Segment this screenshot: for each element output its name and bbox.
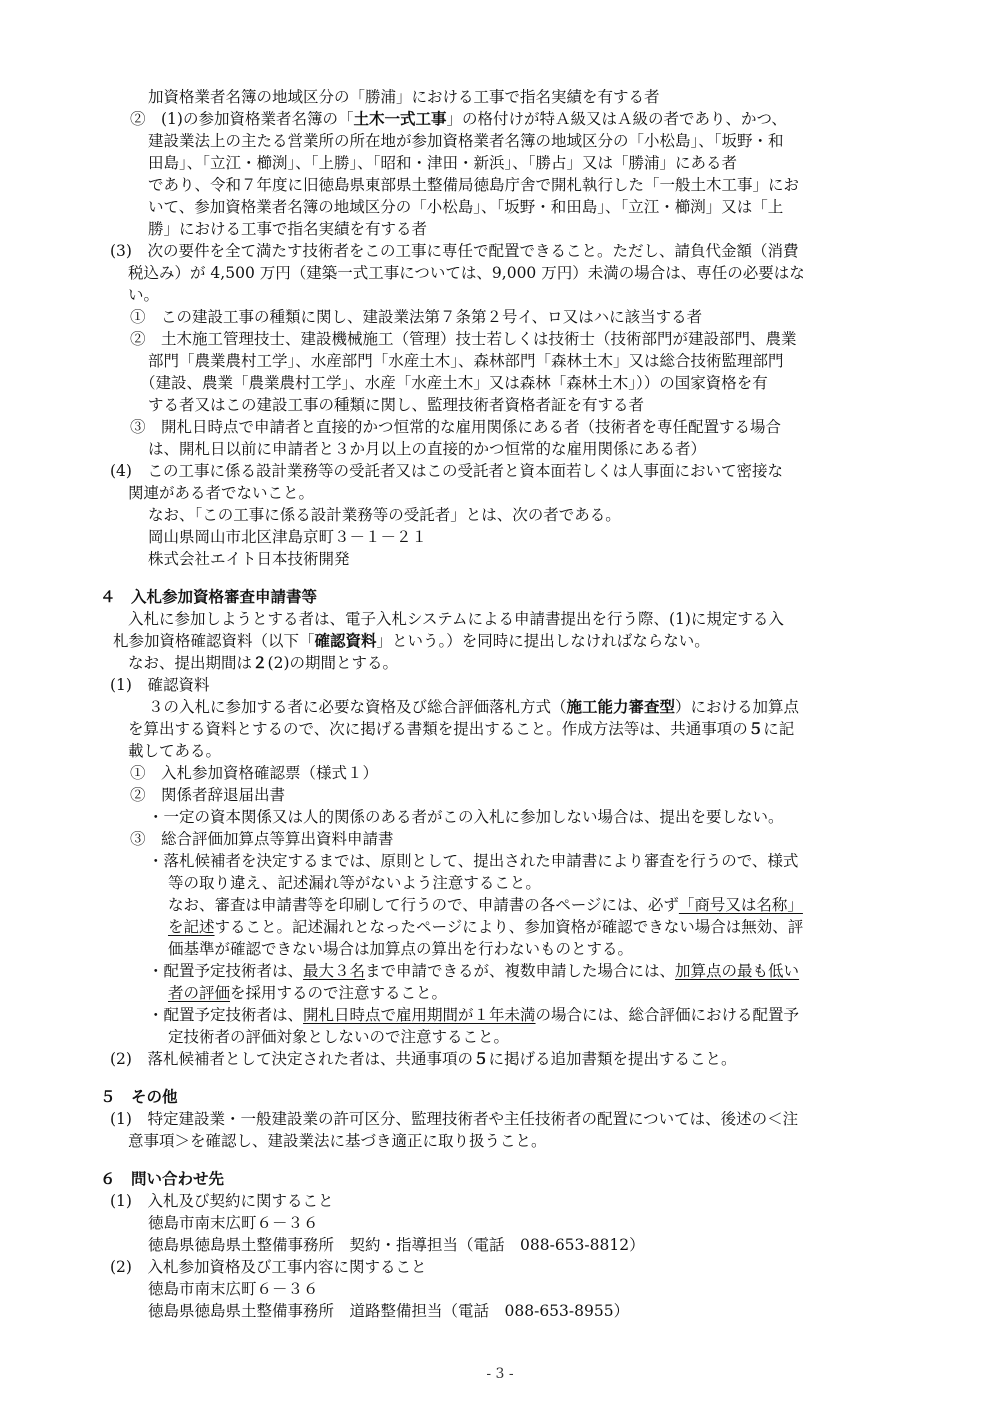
s4-bullet1-line-4: を記述すること。記述漏れとなったページにより、参加資格が確認できない場合は無効、評 [168, 918, 804, 936]
s4-s1-title: (1) 確認資料 [110, 676, 210, 694]
s3-p3-line-2: 税込み）が 4,500 万円（建築一式工事については、9,000 万円）未満の場合は、専任の必要はな [128, 264, 805, 282]
s3-p4-address: 岡山県岡山市北区津島京町３－１－２１ [148, 528, 428, 546]
s3-p3-item3-line-1: ③ 開札日時点で申請者と直接的かつ恒常的な雇用関係にある者（技術者を専任配置する場合 [130, 418, 782, 436]
s6-c1-title: (1) 入札及び契約に関すること [110, 1192, 334, 1210]
s4-bullet1-line-1: ・落札候補者を決定するまでは、原則として、提出された申請書により審査を行うので、様式 [148, 852, 799, 870]
s4-item2-note: ・一定の資本関係又は人的関係のある者がこの入札に参加しない場合は、提出を要しない。 [148, 808, 784, 826]
s3-p3-item2-line-1: ② 土木施工管理技士、建設機械施工（管理）技士若しくは技術士（技術部門が建設部門、農業 [130, 330, 797, 348]
s4-bullet2-line-1: ・配置予定技術者は、最大３名まで申請できるが、複数申請した場合には、加算点の最も低い [148, 962, 800, 980]
s5-s1-line-1: (1) 特定建設業・一般建設業の許可区分、監理技術者や主任技術者の配置については、後述の＜注 [110, 1110, 799, 1128]
s4-item1: ① 入札参加資格確認票（様式１） [130, 764, 379, 782]
s3-p4-line-1: (4) この工事に係る設計業務等の受託者又はこの受託者と資本面若しくは人事面において密接な [110, 462, 783, 480]
s3-p3-line-1: (3) 次の要件を全て満たす技術者をこの工事に専任で配置できること。ただし、請負代金額（消費 [110, 242, 799, 260]
s4-intro-line-1: 入札に参加しようとする者は、電子入札システムによる申請書提出を行う際、(1)に規定する入 [128, 610, 784, 628]
s3-p3-line-3: い。 [128, 286, 160, 304]
s4-intro-line-2: 札参加資格確認資料（以下「確認資料」という。）を同時に提出しなければならない。 [113, 632, 710, 650]
page-number: - 3 - [486, 1366, 514, 1382]
s3-item2-line-1: ② (1)の参加資格業者名簿の「土木一式工事」の格付けが特Ａ級又はＡ級の者であり、かつ、 [130, 110, 787, 128]
s3-p3-item2-line-3: （建設、農業「農業農村工学」、水産「水産土木」又は森林「森林土木」））の国家資格を有 [140, 374, 768, 392]
s4-s1-body-line-3: 載してある。 [128, 742, 222, 760]
s4-bullet1-line-3: なお、審査は申請書等を印刷して行うので、申請書の各ページには、必ず「商号又は名称」 [168, 896, 803, 914]
s6-c2-address: 徳島市南末広町６－３６ [148, 1280, 319, 1298]
s4-bullet1-line-5: 価基準が確認できない場合は加算点の算出を行わないものとする。 [168, 940, 634, 958]
s3-p3-item2-line-4: する者又はこの建設工事の種類に関し、監理技術者資格者証を有する者 [148, 396, 645, 414]
s3-p4-line-2: 関連がある者でないこと。 [128, 484, 315, 502]
s6-c1-address: 徳島市南末広町６－３６ [148, 1214, 319, 1232]
s4-bullet1-line-2: 等の取り違え、記述漏れ等がないよう注意すること。 [168, 874, 541, 892]
s4-bullet3-line-1: ・配置予定技術者は、開札日時点で雇用期間が１年未満の場合には、総合評価における配置予 [148, 1006, 800, 1024]
s4-item3: ③ 総合評価加算点等算出資料申請書 [130, 830, 394, 848]
s4-s1-body-line-2: を算出する資料とするので、次に掲げる書類を提出すること。作成方法等は、共通事項の５に記 [128, 720, 795, 738]
s3-item2-line-2: 建設業法上の主たる営業所の所在地が参加資格業者名簿の地域区分の「小松島」、「坂野・和 [148, 132, 784, 150]
section6-heading: ６ 問い合わせ先 [100, 1170, 225, 1188]
s4-intro-line-3: なお、提出期間は２(2)の期間とする。 [128, 654, 398, 672]
s3-p3-item1: ① この建設工事の種類に関し、建設業法第７条第２号イ、ロ又はハに該当する者 [130, 308, 703, 326]
s5-s1-line-2: 意事項＞を確認し、建設業法に基づき適正に取り扱うこと。 [128, 1132, 547, 1150]
s6-c2-title: (2) 入札参加資格及び工事内容に関すること [110, 1258, 427, 1276]
section5-heading: ５ その他 [100, 1088, 178, 1106]
s4-bullet2-line-2: 者の評価を採用するので注意すること。 [168, 984, 448, 1002]
s3-item2-line-4: であり、令和７年度に旧徳島県東部県土整備局徳島庁舎で開札執行した「一般土木工事」にお [148, 176, 800, 194]
s3-p3-item3-line-2: は、開札日以前に申請者と３か月以上の直接的かつ恒常的な雇用関係にある者） [148, 440, 707, 458]
s4-item2: ② 関係者辞退届出書 [130, 786, 286, 804]
s4-s1-body-line-1: ３の入札に参加する者に必要な資格及び総合評価落札方式（施工能力審査型）における加算点 [148, 698, 800, 716]
s3-item2-line-3: 田島」、「立江・櫛渕」、「上勝」、「昭和・津田・新浜」、「勝占」又は「勝浦」にある者 [148, 154, 738, 172]
s4-s2: (2) 落札候補者として決定された者は、共通事項の５に掲げる追加書類を提出すること。 [110, 1050, 737, 1068]
s3-line-1: 加資格業者名簿の地域区分の「勝浦」における工事で指名実績を有する者 [148, 88, 660, 106]
s6-c1-office: 徳島県徳島県土整備事務所 契約・指導担当（電話 088-653-8812） [148, 1236, 645, 1254]
section4-heading: ４ 入札参加資格審査申請書等 [100, 588, 318, 606]
s3-item2-line-5: いて、参加資格業者名簿の地域区分の「小松島」、「坂野・和田島」、「立江・櫛渕」又は「上 [148, 198, 784, 216]
s3-item2-line-6: 勝」における工事で指名実績を有する者 [148, 220, 428, 238]
s3-p4-company: 株式会社エイト日本技術開発 [148, 550, 350, 568]
s4-bullet3-line-2: 定技術者の評価対象としないので注意すること。 [168, 1028, 510, 1046]
s6-c2-office: 徳島県徳島県土整備事務所 道路整備担当（電話 088-653-8955） [148, 1302, 630, 1320]
s3-p4-line-3: なお、「この工事に係る設計業務等の受託者」とは、次の者である。 [148, 506, 621, 524]
s3-p3-item2-line-2: 部門「農業農村工学」、水産部門「水産土木」、森林部門「森林土木」又は総合技術監理部門 [148, 352, 784, 370]
